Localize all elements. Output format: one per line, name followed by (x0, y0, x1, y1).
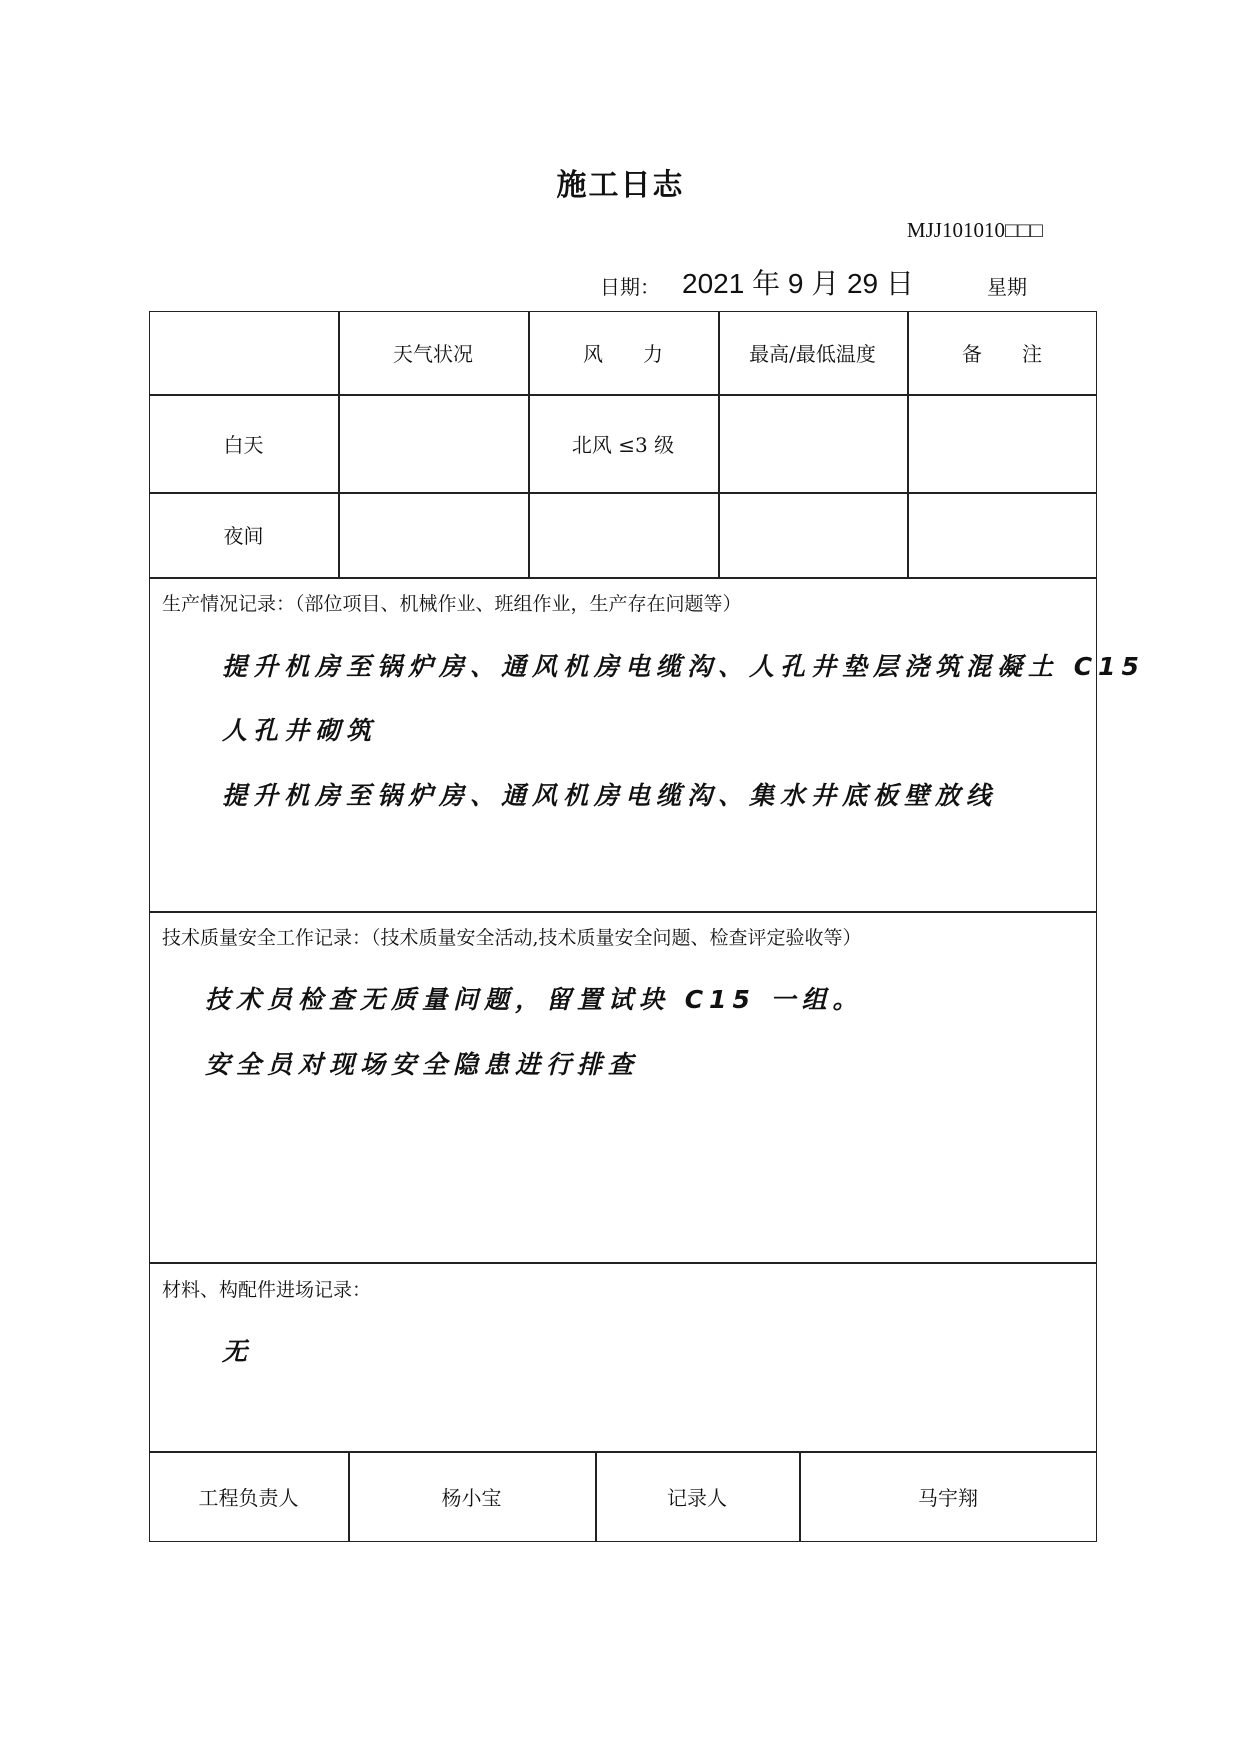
recorder-name: 马宇翔 (918, 1486, 978, 1510)
production-line: 人孔井砌筑 (222, 716, 378, 745)
daytime-wind: 北风 ≤3 级 (571, 432, 675, 457)
quality-line: 安全员对现场安全隐患进行排查 (205, 1050, 640, 1079)
page-title: 施工日志 (556, 168, 685, 203)
engineer-name: 杨小宝 (441, 1486, 502, 1510)
quality-label: 技术质量安全工作记录：（技术质量安全活动,技术质量安全问题、检查评定验收等） (162, 927, 862, 949)
daytime-weather (338, 394, 528, 492)
divider (149, 1262, 1097, 1264)
weather-header-blank (149, 311, 338, 394)
daytime-note (907, 394, 1097, 492)
date-label: 日期： (600, 277, 660, 299)
night-temperature (718, 492, 907, 577)
production-line: 提升机房至锅炉房、通风机房电缆沟、集水井底板壁放线 (222, 781, 998, 810)
divider (149, 577, 1097, 579)
production-line: 提升机房至锅炉房、通风机房电缆沟、人孔井垫层浇筑混凝土 C15 (222, 652, 1145, 681)
date-line (600, 262, 1060, 298)
document-code: MJJ101010□□□ (906, 218, 1043, 242)
date-value: 2021 年 9 月 29 日 (682, 268, 914, 299)
night-weather (338, 492, 528, 577)
recorder-label: 记录人 (667, 1486, 727, 1510)
weather-header-note: 备 注 (962, 342, 1042, 366)
weather-header-wind: 风 力 (583, 342, 663, 366)
night-wind (528, 492, 718, 577)
night-note (907, 492, 1097, 577)
production-label: 生产情况记录：（部位项目、机械作业、班组作业，生产存在问题等） (162, 593, 742, 615)
weather-header-condition: 天气状况 (393, 342, 473, 366)
weekday-label: 星期 (987, 277, 1027, 299)
daytime-temperature (718, 394, 907, 492)
materials-line: 无 (222, 1337, 254, 1366)
materials-label: 材料、构配件进场记录： (162, 1279, 372, 1301)
engineer-label: 工程负责人 (198, 1486, 299, 1510)
weather-header-temperature: 最高/最低温度 (749, 342, 876, 366)
night-label: 夜间 (223, 524, 264, 548)
quality-line: 技术员检查无质量问题，留置试块 C15 一组。 (205, 985, 864, 1014)
daytime-label: 白天 (223, 432, 264, 457)
divider (149, 911, 1097, 913)
